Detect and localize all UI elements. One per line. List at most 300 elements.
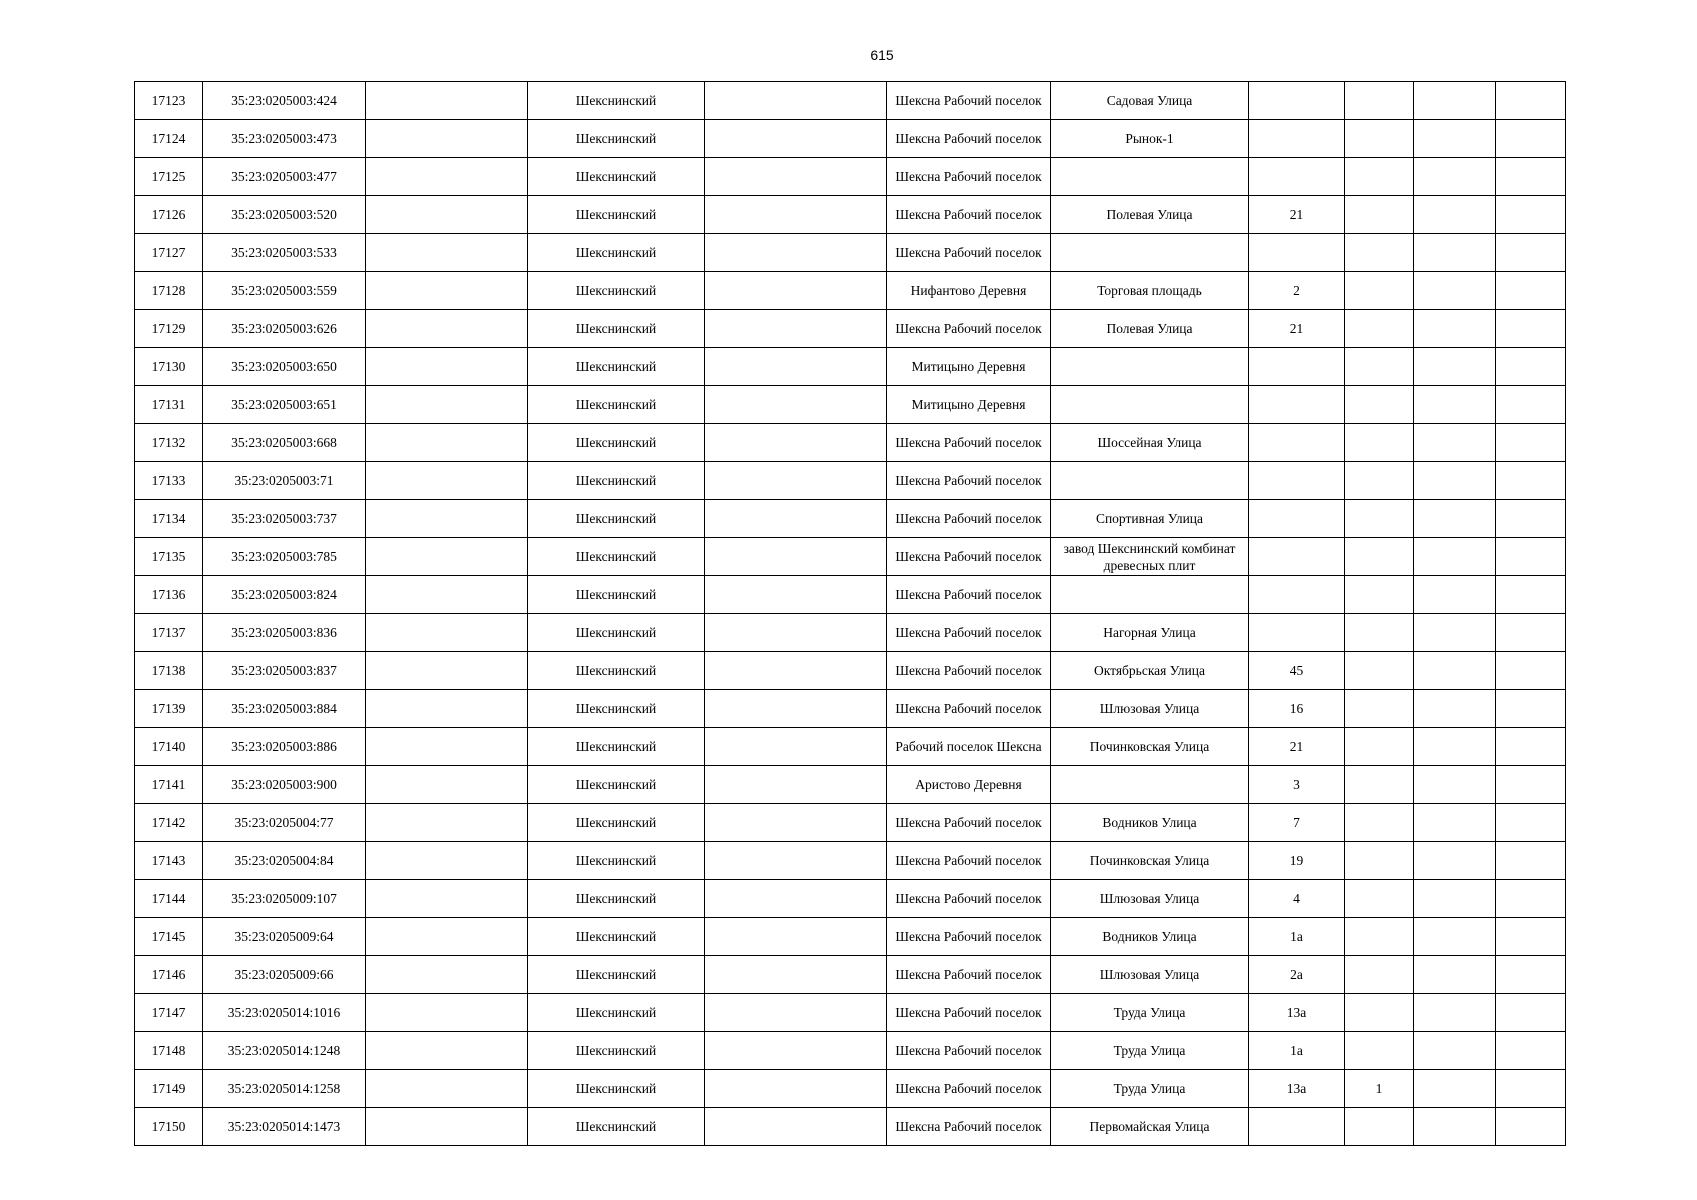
house-number-cell: 2а bbox=[1249, 956, 1345, 994]
empty-cell bbox=[705, 956, 887, 994]
empty-cell bbox=[1496, 1070, 1566, 1108]
empty-cell bbox=[1414, 842, 1496, 880]
empty-cell bbox=[1414, 994, 1496, 1032]
empty-cell bbox=[705, 196, 887, 234]
cadastral-number-cell: 35:23:0205003:473 bbox=[203, 120, 366, 158]
row-number-cell: 17143 bbox=[135, 842, 203, 880]
table-row bbox=[135, 918, 1566, 956]
cadastral-number-cell: 35:23:0205003:424 bbox=[203, 82, 366, 120]
district-cell: Шекснинский bbox=[528, 842, 705, 880]
settlement-cell: Шексна Рабочий поселок bbox=[887, 158, 1051, 196]
table-row bbox=[135, 956, 1566, 994]
empty-cell bbox=[705, 272, 887, 310]
district-cell: Шекснинский bbox=[528, 272, 705, 310]
building-number-cell bbox=[1345, 1108, 1414, 1146]
empty-cell bbox=[705, 652, 887, 690]
settlement-cell: Шексна Рабочий поселок bbox=[887, 804, 1051, 842]
empty-cell bbox=[1414, 310, 1496, 348]
building-number-cell bbox=[1345, 576, 1414, 614]
building-number-cell bbox=[1345, 880, 1414, 918]
empty-cell bbox=[366, 272, 528, 310]
district-cell: Шекснинский bbox=[528, 766, 705, 804]
empty-cell bbox=[1496, 804, 1566, 842]
cadastral-number-cell: 35:23:0205003:71 bbox=[203, 462, 366, 500]
house-number-cell: 21 bbox=[1249, 310, 1345, 348]
empty-cell bbox=[1496, 500, 1566, 538]
cadastral-number-cell: 35:23:0205014:1016 bbox=[203, 994, 366, 1032]
empty-cell bbox=[1496, 576, 1566, 614]
empty-cell bbox=[1496, 310, 1566, 348]
empty-cell bbox=[1414, 120, 1496, 158]
empty-cell bbox=[1496, 1032, 1566, 1070]
street-cell: Труда Улица bbox=[1051, 1032, 1249, 1070]
empty-cell bbox=[1496, 728, 1566, 766]
table-row bbox=[135, 766, 1566, 804]
settlement-cell: Шексна Рабочий поселок bbox=[887, 842, 1051, 880]
empty-cell bbox=[366, 348, 528, 386]
settlement-cell: Шексна Рабочий поселок bbox=[887, 576, 1051, 614]
table-row bbox=[135, 158, 1566, 196]
building-number-cell bbox=[1345, 842, 1414, 880]
cadastral-number-cell: 35:23:0205003:668 bbox=[203, 424, 366, 462]
row-number-cell: 17125 bbox=[135, 158, 203, 196]
district-cell: Шекснинский bbox=[528, 310, 705, 348]
table-row bbox=[135, 82, 1566, 120]
empty-cell bbox=[366, 880, 528, 918]
house-number-cell bbox=[1249, 614, 1345, 652]
street-cell: Починковская Улица bbox=[1051, 728, 1249, 766]
empty-cell bbox=[366, 994, 528, 1032]
house-number-cell bbox=[1249, 234, 1345, 272]
registry-table-body bbox=[135, 82, 1566, 1146]
district-cell: Шекснинский bbox=[528, 386, 705, 424]
table-row bbox=[135, 1070, 1566, 1108]
empty-cell bbox=[1496, 196, 1566, 234]
row-number-cell: 17138 bbox=[135, 652, 203, 690]
empty-cell bbox=[705, 766, 887, 804]
table-row bbox=[135, 500, 1566, 538]
table-row bbox=[135, 576, 1566, 614]
cadastral-number-cell: 35:23:0205003:650 bbox=[203, 348, 366, 386]
district-cell: Шекснинский bbox=[528, 652, 705, 690]
street-cell: Октябрьская Улица bbox=[1051, 652, 1249, 690]
empty-cell bbox=[1414, 576, 1496, 614]
street-cell: Спортивная Улица bbox=[1051, 500, 1249, 538]
table-row bbox=[135, 842, 1566, 880]
table-row bbox=[135, 614, 1566, 652]
settlement-cell: Шексна Рабочий поселок bbox=[887, 652, 1051, 690]
empty-cell bbox=[1414, 956, 1496, 994]
building-number-cell bbox=[1345, 804, 1414, 842]
empty-cell bbox=[705, 614, 887, 652]
empty-cell bbox=[1496, 842, 1566, 880]
empty-cell bbox=[1414, 500, 1496, 538]
row-number-cell: 17132 bbox=[135, 424, 203, 462]
district-cell: Шекснинский bbox=[528, 234, 705, 272]
row-number-cell: 17123 bbox=[135, 82, 203, 120]
house-number-cell bbox=[1249, 1108, 1345, 1146]
row-number-cell: 17126 bbox=[135, 196, 203, 234]
building-number-cell bbox=[1345, 538, 1414, 576]
building-number-cell bbox=[1345, 690, 1414, 728]
house-number-cell bbox=[1249, 576, 1345, 614]
table-row bbox=[135, 728, 1566, 766]
house-number-cell bbox=[1249, 538, 1345, 576]
house-number-cell bbox=[1249, 120, 1345, 158]
empty-cell bbox=[1496, 538, 1566, 576]
settlement-cell: Рабочий поселок Шексна bbox=[887, 728, 1051, 766]
empty-cell bbox=[1414, 880, 1496, 918]
empty-cell bbox=[1496, 918, 1566, 956]
street-cell: Полевая Улица bbox=[1051, 196, 1249, 234]
building-number-cell bbox=[1345, 462, 1414, 500]
empty-cell bbox=[366, 804, 528, 842]
settlement-cell: Шексна Рабочий поселок bbox=[887, 918, 1051, 956]
table-row bbox=[135, 462, 1566, 500]
building-number-cell bbox=[1345, 614, 1414, 652]
settlement-cell: Шексна Рабочий поселок bbox=[887, 310, 1051, 348]
settlement-cell: Нифантово Деревня bbox=[887, 272, 1051, 310]
table-row bbox=[135, 348, 1566, 386]
district-cell: Шекснинский bbox=[528, 500, 705, 538]
cadastral-number-cell: 35:23:0205014:1473 bbox=[203, 1108, 366, 1146]
building-number-cell bbox=[1345, 120, 1414, 158]
cadastral-number-cell: 35:23:0205003:836 bbox=[203, 614, 366, 652]
settlement-cell: Шексна Рабочий поселок bbox=[887, 82, 1051, 120]
empty-cell bbox=[1414, 234, 1496, 272]
row-number-cell: 17133 bbox=[135, 462, 203, 500]
cadastral-number-cell: 35:23:0205003:837 bbox=[203, 652, 366, 690]
settlement-cell: Шексна Рабочий поселок bbox=[887, 690, 1051, 728]
street-cell: Шлюзовая Улица bbox=[1051, 956, 1249, 994]
district-cell: Шекснинский bbox=[528, 880, 705, 918]
empty-cell bbox=[366, 120, 528, 158]
settlement-cell: Шексна Рабочий поселок bbox=[887, 1032, 1051, 1070]
building-number-cell bbox=[1345, 158, 1414, 196]
district-cell: Шекснинский bbox=[528, 614, 705, 652]
empty-cell bbox=[1496, 462, 1566, 500]
house-number-cell: 45 bbox=[1249, 652, 1345, 690]
settlement-cell: Шексна Рабочий поселок bbox=[887, 234, 1051, 272]
table-row bbox=[135, 804, 1566, 842]
house-number-cell: 13а bbox=[1249, 994, 1345, 1032]
building-number-cell bbox=[1345, 82, 1414, 120]
district-cell: Шекснинский bbox=[528, 956, 705, 994]
row-number-cell: 17141 bbox=[135, 766, 203, 804]
settlement-cell: Шексна Рабочий поселок bbox=[887, 614, 1051, 652]
street-cell: Водников Улица bbox=[1051, 918, 1249, 956]
row-number-cell: 17131 bbox=[135, 386, 203, 424]
empty-cell bbox=[1414, 652, 1496, 690]
house-number-cell: 21 bbox=[1249, 196, 1345, 234]
row-number-cell: 17127 bbox=[135, 234, 203, 272]
house-number-cell bbox=[1249, 424, 1345, 462]
building-number-cell bbox=[1345, 310, 1414, 348]
empty-cell bbox=[705, 424, 887, 462]
street-cell: Первомайская Улица bbox=[1051, 1108, 1249, 1146]
street-cell: Нагорная Улица bbox=[1051, 614, 1249, 652]
building-number-cell bbox=[1345, 234, 1414, 272]
empty-cell bbox=[705, 1070, 887, 1108]
settlement-cell: Шексна Рабочий поселок bbox=[887, 538, 1051, 576]
empty-cell bbox=[1496, 652, 1566, 690]
empty-cell bbox=[1414, 196, 1496, 234]
cadastral-number-cell: 35:23:0205003:533 bbox=[203, 234, 366, 272]
row-number-cell: 17148 bbox=[135, 1032, 203, 1070]
building-number-cell bbox=[1345, 196, 1414, 234]
settlement-cell: Шексна Рабочий поселок bbox=[887, 500, 1051, 538]
empty-cell bbox=[1496, 272, 1566, 310]
row-number-cell: 17130 bbox=[135, 348, 203, 386]
table-row bbox=[135, 424, 1566, 462]
street-cell bbox=[1051, 462, 1249, 500]
cadastral-number-cell: 35:23:0205009:66 bbox=[203, 956, 366, 994]
empty-cell bbox=[705, 386, 887, 424]
building-number-cell bbox=[1345, 500, 1414, 538]
empty-cell bbox=[366, 728, 528, 766]
row-number-cell: 17129 bbox=[135, 310, 203, 348]
empty-cell bbox=[366, 652, 528, 690]
empty-cell bbox=[1496, 424, 1566, 462]
house-number-cell: 1а bbox=[1249, 1032, 1345, 1070]
street-cell: Садовая Улица bbox=[1051, 82, 1249, 120]
table-row bbox=[135, 652, 1566, 690]
settlement-cell: Шексна Рабочий поселок bbox=[887, 424, 1051, 462]
empty-cell bbox=[366, 158, 528, 196]
empty-cell bbox=[366, 538, 528, 576]
empty-cell bbox=[1414, 1070, 1496, 1108]
empty-cell bbox=[1414, 1032, 1496, 1070]
street-cell: Водников Улица bbox=[1051, 804, 1249, 842]
empty-cell bbox=[705, 918, 887, 956]
empty-cell bbox=[1496, 120, 1566, 158]
empty-cell bbox=[1496, 956, 1566, 994]
table-row bbox=[135, 1032, 1566, 1070]
empty-cell bbox=[366, 956, 528, 994]
page-number: 615 bbox=[870, 47, 894, 63]
house-number-cell: 13а bbox=[1249, 1070, 1345, 1108]
street-cell bbox=[1051, 576, 1249, 614]
empty-cell bbox=[1414, 766, 1496, 804]
house-number-cell: 3 bbox=[1249, 766, 1345, 804]
row-number-cell: 17150 bbox=[135, 1108, 203, 1146]
empty-cell bbox=[1414, 1108, 1496, 1146]
empty-cell bbox=[1414, 538, 1496, 576]
empty-cell bbox=[1496, 880, 1566, 918]
building-number-cell bbox=[1345, 1032, 1414, 1070]
empty-cell bbox=[366, 1070, 528, 1108]
building-number-cell bbox=[1345, 424, 1414, 462]
district-cell: Шекснинский bbox=[528, 462, 705, 500]
row-number-cell: 17145 bbox=[135, 918, 203, 956]
street-cell: Труда Улица bbox=[1051, 994, 1249, 1032]
settlement-cell: Шексна Рабочий поселок bbox=[887, 462, 1051, 500]
row-number-cell: 17139 bbox=[135, 690, 203, 728]
empty-cell bbox=[366, 614, 528, 652]
empty-cell bbox=[1496, 386, 1566, 424]
district-cell: Шекснинский bbox=[528, 918, 705, 956]
street-cell: Шлюзовая Улица bbox=[1051, 690, 1249, 728]
house-number-cell bbox=[1249, 462, 1345, 500]
row-number-cell: 17128 bbox=[135, 272, 203, 310]
empty-cell bbox=[1414, 690, 1496, 728]
row-number-cell: 17142 bbox=[135, 804, 203, 842]
cadastral-number-cell: 35:23:0205003:886 bbox=[203, 728, 366, 766]
street-cell: Шоссейная Улица bbox=[1051, 424, 1249, 462]
house-number-cell: 7 bbox=[1249, 804, 1345, 842]
registry-table bbox=[134, 81, 1566, 1146]
district-cell: Шекснинский bbox=[528, 1108, 705, 1146]
empty-cell bbox=[1496, 1108, 1566, 1146]
building-number-cell: 1 bbox=[1345, 1070, 1414, 1108]
empty-cell bbox=[705, 1108, 887, 1146]
cadastral-number-cell: 35:23:0205003:559 bbox=[203, 272, 366, 310]
empty-cell bbox=[366, 386, 528, 424]
empty-cell bbox=[705, 82, 887, 120]
cadastral-number-cell: 35:23:0205014:1258 bbox=[203, 1070, 366, 1108]
row-number-cell: 17137 bbox=[135, 614, 203, 652]
street-cell bbox=[1051, 158, 1249, 196]
district-cell: Шекснинский bbox=[528, 196, 705, 234]
table-row bbox=[135, 386, 1566, 424]
district-cell: Шекснинский bbox=[528, 690, 705, 728]
empty-cell bbox=[1414, 158, 1496, 196]
empty-cell bbox=[705, 576, 887, 614]
empty-cell bbox=[366, 424, 528, 462]
empty-cell bbox=[366, 1108, 528, 1146]
empty-cell bbox=[705, 462, 887, 500]
cadastral-number-cell: 35:23:0205009:107 bbox=[203, 880, 366, 918]
empty-cell bbox=[1496, 158, 1566, 196]
settlement-cell: Шексна Рабочий поселок bbox=[887, 120, 1051, 158]
street-cell: Полевая Улица bbox=[1051, 310, 1249, 348]
house-number-cell: 19 bbox=[1249, 842, 1345, 880]
district-cell: Шекснинский bbox=[528, 728, 705, 766]
district-cell: Шекснинский bbox=[528, 120, 705, 158]
building-number-cell bbox=[1345, 766, 1414, 804]
building-number-cell bbox=[1345, 994, 1414, 1032]
row-number-cell: 17147 bbox=[135, 994, 203, 1032]
empty-cell bbox=[1496, 994, 1566, 1032]
settlement-cell: Шексна Рабочий поселок bbox=[887, 196, 1051, 234]
street-cell bbox=[1051, 386, 1249, 424]
cadastral-number-cell: 35:23:0205009:64 bbox=[203, 918, 366, 956]
house-number-cell bbox=[1249, 500, 1345, 538]
empty-cell bbox=[705, 842, 887, 880]
building-number-cell bbox=[1345, 918, 1414, 956]
cadastral-number-cell: 35:23:0205003:824 bbox=[203, 576, 366, 614]
empty-cell bbox=[1414, 728, 1496, 766]
cadastral-number-cell: 35:23:0205004:84 bbox=[203, 842, 366, 880]
district-cell: Шекснинский bbox=[528, 804, 705, 842]
row-number-cell: 17135 bbox=[135, 538, 203, 576]
empty-cell bbox=[366, 462, 528, 500]
empty-cell bbox=[366, 576, 528, 614]
table-row bbox=[135, 310, 1566, 348]
street-cell: Починковская Улица bbox=[1051, 842, 1249, 880]
settlement-cell: Аристово Деревня bbox=[887, 766, 1051, 804]
cadastral-number-cell: 35:23:0205004:77 bbox=[203, 804, 366, 842]
district-cell: Шекснинский bbox=[528, 348, 705, 386]
row-number-cell: 17144 bbox=[135, 880, 203, 918]
empty-cell bbox=[705, 120, 887, 158]
empty-cell bbox=[705, 348, 887, 386]
settlement-cell: Шексна Рабочий поселок bbox=[887, 1108, 1051, 1146]
district-cell: Шекснинский bbox=[528, 158, 705, 196]
empty-cell bbox=[1414, 82, 1496, 120]
street-cell: Рынок-1 bbox=[1051, 120, 1249, 158]
empty-cell bbox=[705, 880, 887, 918]
empty-cell bbox=[366, 310, 528, 348]
empty-cell bbox=[1496, 82, 1566, 120]
house-number-cell: 1а bbox=[1249, 918, 1345, 956]
cadastral-number-cell: 35:23:0205003:884 bbox=[203, 690, 366, 728]
building-number-cell bbox=[1345, 652, 1414, 690]
empty-cell bbox=[1414, 918, 1496, 956]
building-number-cell bbox=[1345, 272, 1414, 310]
house-number-cell bbox=[1249, 348, 1345, 386]
district-cell: Шекснинский bbox=[528, 576, 705, 614]
street-cell: Торговая площадь bbox=[1051, 272, 1249, 310]
table-row bbox=[135, 1108, 1566, 1146]
empty-cell bbox=[705, 994, 887, 1032]
table-row bbox=[135, 880, 1566, 918]
district-cell: Шекснинский bbox=[528, 538, 705, 576]
street-cell: Шлюзовая Улица bbox=[1051, 880, 1249, 918]
empty-cell bbox=[366, 500, 528, 538]
table-row bbox=[135, 234, 1566, 272]
building-number-cell bbox=[1345, 956, 1414, 994]
row-number-cell: 17134 bbox=[135, 500, 203, 538]
row-number-cell: 17140 bbox=[135, 728, 203, 766]
empty-cell bbox=[705, 158, 887, 196]
empty-cell bbox=[1414, 272, 1496, 310]
district-cell: Шекснинский bbox=[528, 424, 705, 462]
house-number-cell: 2 bbox=[1249, 272, 1345, 310]
empty-cell bbox=[366, 842, 528, 880]
house-number-cell bbox=[1249, 82, 1345, 120]
street-cell: Труда Улица bbox=[1051, 1070, 1249, 1108]
district-cell: Шекснинский bbox=[528, 1032, 705, 1070]
table-row bbox=[135, 120, 1566, 158]
district-cell: Шекснинский bbox=[528, 82, 705, 120]
street-cell bbox=[1051, 348, 1249, 386]
row-number-cell: 17146 bbox=[135, 956, 203, 994]
house-number-cell: 16 bbox=[1249, 690, 1345, 728]
settlement-cell: Митицыно Деревня bbox=[887, 348, 1051, 386]
table-row bbox=[135, 690, 1566, 728]
empty-cell bbox=[1414, 462, 1496, 500]
empty-cell bbox=[366, 196, 528, 234]
empty-cell bbox=[705, 1032, 887, 1070]
empty-cell bbox=[1496, 766, 1566, 804]
cadastral-number-cell: 35:23:0205003:520 bbox=[203, 196, 366, 234]
empty-cell bbox=[366, 918, 528, 956]
empty-cell bbox=[1496, 348, 1566, 386]
empty-cell bbox=[1496, 614, 1566, 652]
row-number-cell: 17124 bbox=[135, 120, 203, 158]
empty-cell bbox=[366, 1032, 528, 1070]
building-number-cell bbox=[1345, 386, 1414, 424]
row-number-cell: 17136 bbox=[135, 576, 203, 614]
empty-cell bbox=[705, 538, 887, 576]
house-number-cell bbox=[1249, 386, 1345, 424]
building-number-cell bbox=[1345, 348, 1414, 386]
district-cell: Шекснинский bbox=[528, 994, 705, 1032]
empty-cell bbox=[1414, 614, 1496, 652]
settlement-cell: Шексна Рабочий поселок bbox=[887, 1070, 1051, 1108]
empty-cell bbox=[1496, 690, 1566, 728]
